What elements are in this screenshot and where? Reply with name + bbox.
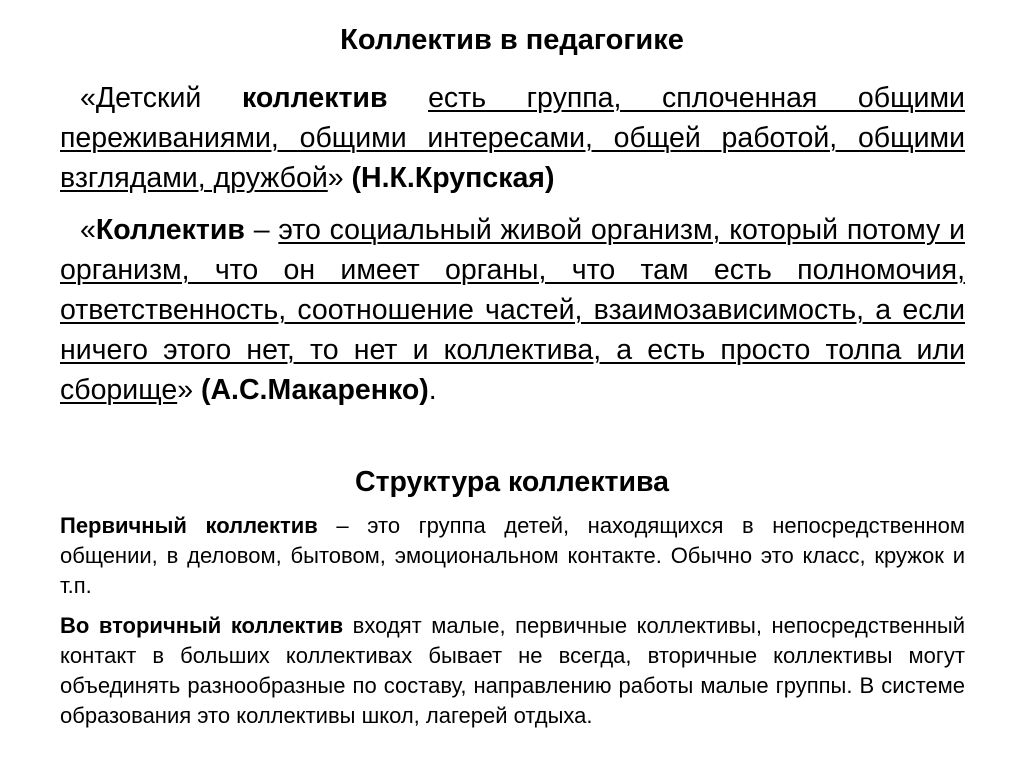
section-title: Структура коллектива [354, 466, 669, 498]
quote-definition: есть группа, сплоченная общими переживаниями, общими интересами, общей работой, общими взглядами, дружбой [60, 82, 965, 194]
quote-close: » [327, 162, 352, 194]
primary-collective-paragraph [60, 511, 965, 601]
quote-term: Коллектив [95, 214, 245, 246]
quote-author: (Н.К.Крупская) [351, 162, 555, 194]
slide-title: Коллектив в педагогике [340, 24, 684, 56]
quote-close: » [177, 374, 201, 406]
quote-dash: – [244, 214, 279, 246]
paragraph-text: – это группа детей, находящихся в непосредственном общении, в деловом, бытовом, эмоциональном контакте. Обычно это класс, кружок и т.п. [60, 513, 965, 598]
quote-end: . [428, 374, 437, 406]
paragraph-text: входят малые, первичные коллективы, непосредственный контакт в больших коллективах бывает не всегда, вторичные коллективы могут объединять разнообразные по составу, направлению работы малые группы. В системе образования это коллективы школ, лагерей отдыха. [60, 613, 965, 728]
paragraph-term: Во вторичный коллектив [60, 613, 344, 638]
quote-space [387, 82, 428, 114]
quote-open: « [80, 214, 96, 246]
quote-definition: это социальный живой организм, который потому и организм, что он имеет органы, что там есть полномочия, ответственность, соотношение частей, взаимозависимость, а если ничего этого нет, то нет и коллектива, а есть просто толпа или сборище [60, 214, 965, 406]
quote-term: коллектив [241, 82, 388, 114]
krupskaya-quote [60, 78, 965, 198]
quote-author: (А.С.Макаренко) [200, 374, 429, 406]
paragraph-term: Первичный коллектив [60, 513, 318, 538]
makarenko-quote [60, 210, 965, 410]
quote-open: «Детский [80, 82, 242, 114]
secondary-collective-paragraph [60, 611, 965, 731]
